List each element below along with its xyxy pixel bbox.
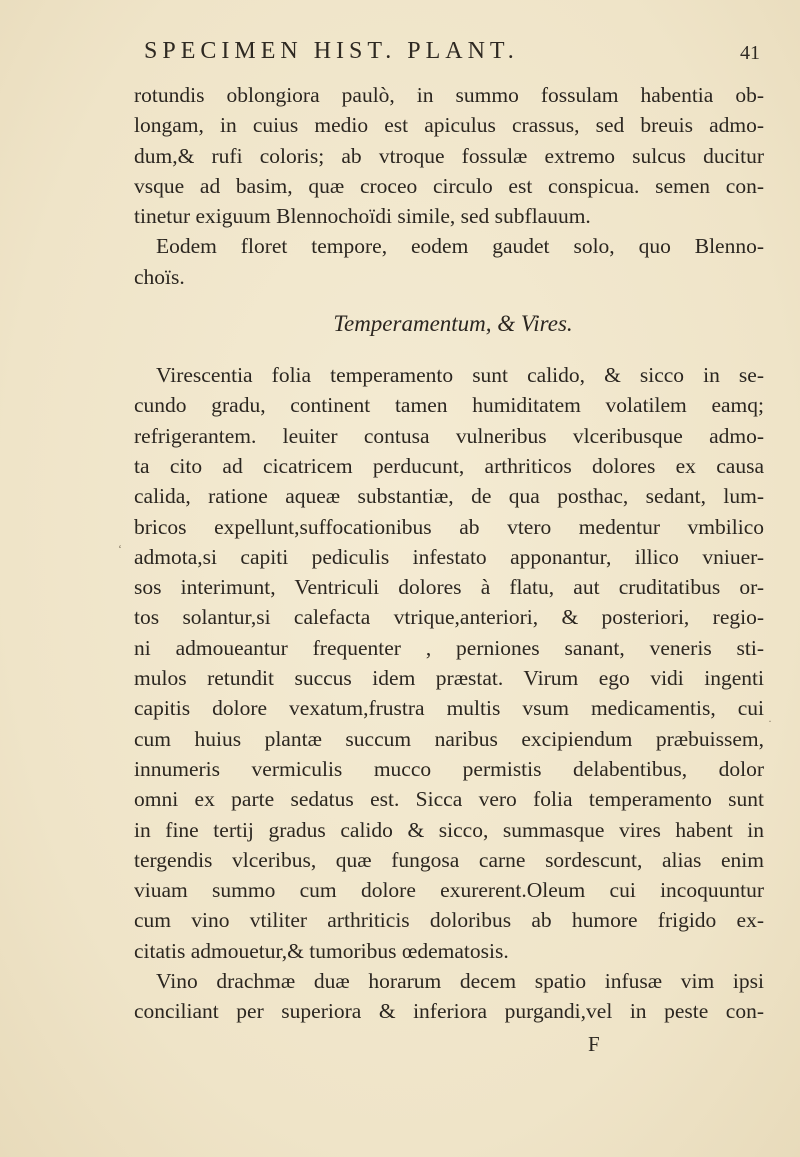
text-line: capitis dolore vexatum,frustra multis vsum medicamentis, cui bbox=[134, 696, 764, 721]
text-line: citatis admouetur,& tumoribus œdematosis. bbox=[134, 938, 509, 963]
text-line: dum,& rufi coloris; ab vtroque fossulæ extremo sulcus ducitur bbox=[134, 143, 764, 168]
text-line: Vino drachmæ duæ horarum decem spatio infusæ vim ipsi bbox=[156, 969, 764, 994]
text-line: rotundis oblongiora paulò, in summo fossulam habentia ob- bbox=[134, 83, 764, 107]
text-line: cum huius plantæ succum naribus excipiendum præbuissem, bbox=[134, 726, 764, 751]
text-line: cum vino vtiliter arthriticis doloribus ab humore frigido ex- bbox=[134, 908, 764, 933]
text-line: Virescentia folia temperamento sunt calido, & sicco in se- bbox=[156, 363, 764, 388]
running-title: SPECIMEN HIST. PLANT. bbox=[144, 38, 519, 64]
text-line: sos interimunt, Ventriculi dolores à flatu, aut cruditatibus or- bbox=[134, 575, 764, 600]
text-line: bricos expellunt,suffocationibus ab vtero medentur vmbilico bbox=[134, 514, 764, 539]
text-line: ni admoueantur frequenter , perniones sanant, veneris sti- bbox=[134, 635, 764, 660]
text-line: tos solantur,si calefacta vtrique,anteriori, & posteriori, regio- bbox=[134, 605, 764, 630]
text-line: admota,si capiti pediculis infestato apponantur, illico vniuer- bbox=[134, 544, 764, 569]
text-line: mulos retundit succus idem præstat. Virum ego vidi ingenti bbox=[134, 666, 764, 691]
page-number: 41 bbox=[740, 42, 760, 64]
text-line: in fine tertij gradus calido & sicco, summasque vires habent in bbox=[134, 817, 764, 842]
paragraph-temperament bbox=[134, 360, 764, 966]
text-line: cundo gradu, continent tamen humiditatem volatilem eamq; bbox=[134, 393, 764, 418]
paragraph-infusion bbox=[134, 966, 764, 1027]
text-line: vsque ad basim, quæ croceo circulo est conspicua. semen con- bbox=[134, 173, 764, 198]
signature-mark: F bbox=[588, 1032, 600, 1056]
text-line: refrigerantem. leuiter contusa vulneribus vlceribusque admo- bbox=[134, 423, 764, 448]
running-head bbox=[144, 38, 760, 78]
text-line: ta cito ad cicatricem perducunt, arthriticos dolores ex causa bbox=[134, 453, 764, 478]
text-line: choïs. bbox=[134, 264, 185, 289]
paragraph-description bbox=[134, 80, 764, 231]
text-line: conciliant per superiora & inferiora purgandi,vel in peste con- bbox=[134, 999, 764, 1024]
section-heading: Temperamentum, & Vires. bbox=[333, 311, 573, 337]
margin-speck: ‘ bbox=[118, 542, 122, 556]
text-line: Eodem floret tempore, eodem gaudet solo, quo Blenno- bbox=[156, 234, 764, 259]
text-line: omni ex parte sedatus est. Sicca vero folia temperamento sunt bbox=[134, 787, 764, 812]
paragraph-habitat bbox=[134, 231, 764, 292]
margin-speck: · bbox=[768, 714, 772, 728]
text-line: innumeris vermiculis mucco permistis delabentibus, dolor bbox=[134, 756, 764, 781]
text-line: viuam summo cum dolore exurerent.Oleum cui incoquuntur bbox=[134, 878, 764, 903]
body-text bbox=[134, 80, 764, 1027]
text-line: tinetur exiguum Blennochoïdi simile, sed subflauum. bbox=[134, 204, 591, 229]
text-line: tergendis vlceribus, quæ fungosa carne sordescunt, alias enim bbox=[134, 847, 764, 872]
text-line: calida, ratione aqueæ substantiæ, de qua posthac, sedant, lum- bbox=[134, 484, 764, 509]
text-line: longam, in cuius medio est apiculus crassus, sed breuis admo- bbox=[134, 113, 764, 138]
